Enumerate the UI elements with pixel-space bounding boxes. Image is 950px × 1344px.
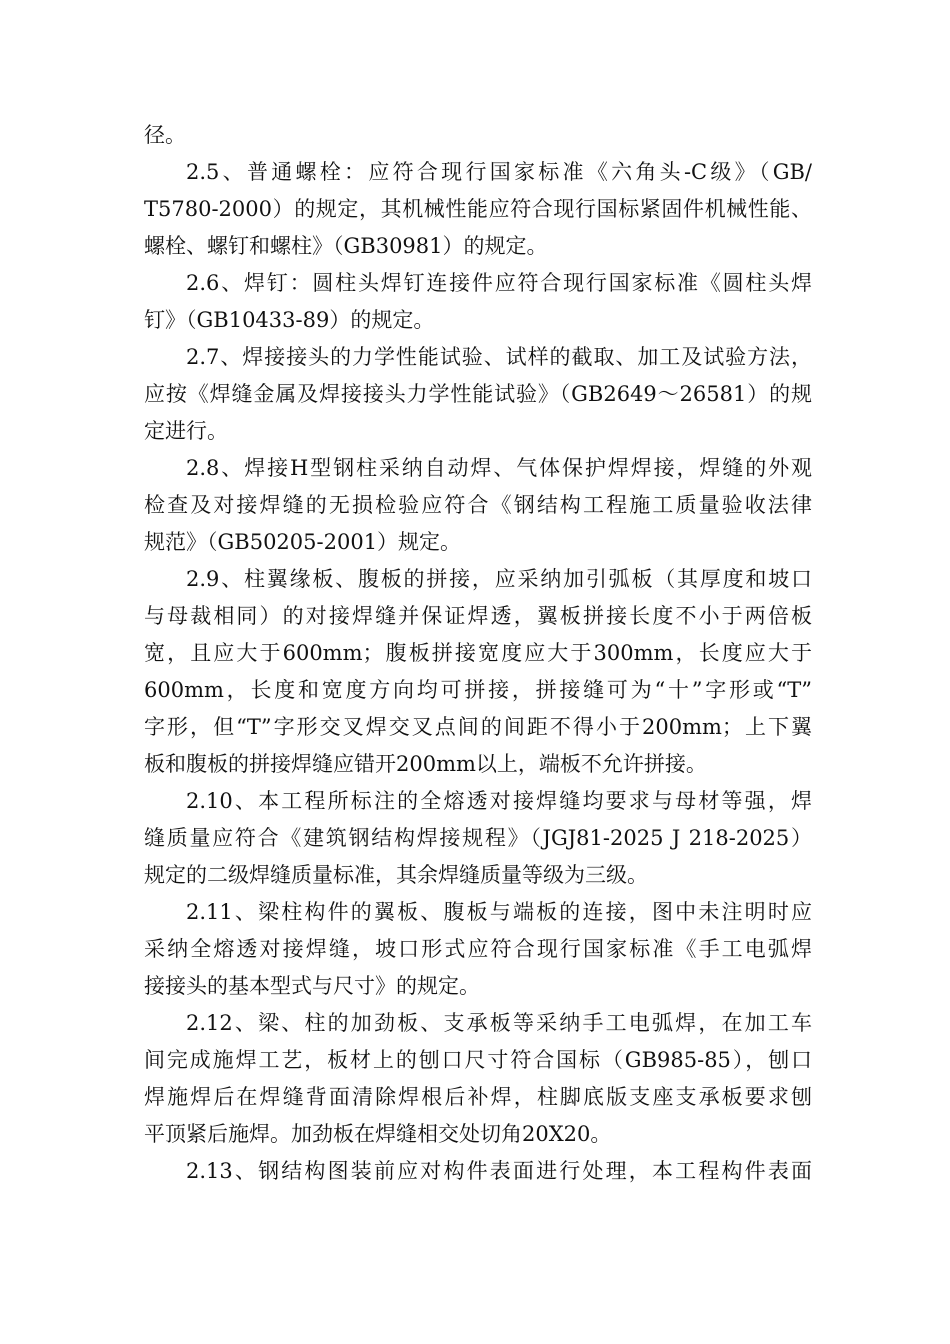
text-line: 间完成施焊工艺，板材上的刨口尺寸符合国标（GB985-85），刨口 xyxy=(144,1048,812,1072)
text-line: 2.5、普通螺栓：应符合现行国家标准《六角头-C级》（GB/ xyxy=(186,160,812,184)
text-line: 接接头的基本型式与尺寸》的规定。 xyxy=(144,974,480,998)
text-line: 采纳全熔透对接焊缝，坡口形式应符合现行国家标准《手工电弧焊 xyxy=(144,937,812,961)
text-line: 检查及对接焊缝的无损检验应符合《钢结构工程施工质量验收法律 xyxy=(144,493,812,517)
text-line: 应按《焊缝金属及焊接接头力学性能试验》（GB2649～26581）的规 xyxy=(144,382,812,406)
text-line: 2.13、钢结构图装前应对构件表面进行处理，本工程构件表面 xyxy=(186,1159,812,1183)
text-line: 径。 xyxy=(144,123,186,147)
document-body xyxy=(144,117,812,1190)
text-line: 2.10、本工程所标注的全熔透对接焊缝均要求与母材等强，焊 xyxy=(186,789,812,813)
text-line: 2.6、焊钉：圆柱头焊钉连接件应符合现行国家标准《圆柱头焊 xyxy=(186,271,812,295)
text-line: 螺栓、螺钉和螺柱》（GB30981）的规定。 xyxy=(144,234,548,258)
text-line: 缝质量应符合《建筑钢结构焊接规程》（JGJ81-2025 J 218-2025） xyxy=(144,826,812,850)
text-line: 字形，但“T”字形交叉焊交叉点间的间距不得小于200mm；上下翼 xyxy=(144,715,812,739)
text-line: T5780-2000）的规定，其机械性能应符合现行国标紧固件机械性能、 xyxy=(144,197,812,221)
text-line: 定进行。 xyxy=(144,419,228,443)
text-line: 规定的二级焊缝质量标准，其余焊缝质量等级为三级。 xyxy=(144,863,648,887)
text-line: 板和腹板的拼接焊缝应错开200mm以上，端板不允许拼接。 xyxy=(144,752,707,776)
text-line: 2.9、柱翼缘板、腹板的拼接，应采纳加引弧板（其厚度和坡口 xyxy=(186,567,812,591)
text-line: 规范》（GB50205-2001）规定。 xyxy=(144,530,462,554)
text-line: 宽，且应大于600mm；腹板拼接宽度应大于300mm，长度应大于 xyxy=(144,641,812,665)
text-line: 平顶紧后施焊。加劲板在焊缝相交处切角20X20。 xyxy=(144,1122,612,1146)
text-line: 2.12、梁、柱的加劲板、支承板等采纳手工电弧焊，在加工车 xyxy=(186,1011,812,1035)
text-line: 600mm，长度和宽度方向均可拼接，拼接缝可为“十”字形或“T” xyxy=(144,678,812,702)
text-line: 2.11、梁柱构件的翼板、腹板与端板的连接，图中未注明时应 xyxy=(186,900,812,924)
text-line: 2.8、焊接H型钢柱采纳自动焊、气体保护焊焊接，焊缝的外观 xyxy=(186,456,812,480)
text-line: 与母裁相同）的对接焊缝并保证焊透，翼板拼接长度不小于两倍板 xyxy=(144,604,812,628)
text-line: 2.7、焊接接头的力学性能试验、试样的截取、加工及试验方法， xyxy=(186,345,812,369)
text-line: 焊施焊后在焊缝背面清除焊根后补焊，柱脚底版支座支承板要求刨 xyxy=(144,1085,812,1109)
text-line: 钉》（GB10433-89）的规定。 xyxy=(144,308,435,332)
